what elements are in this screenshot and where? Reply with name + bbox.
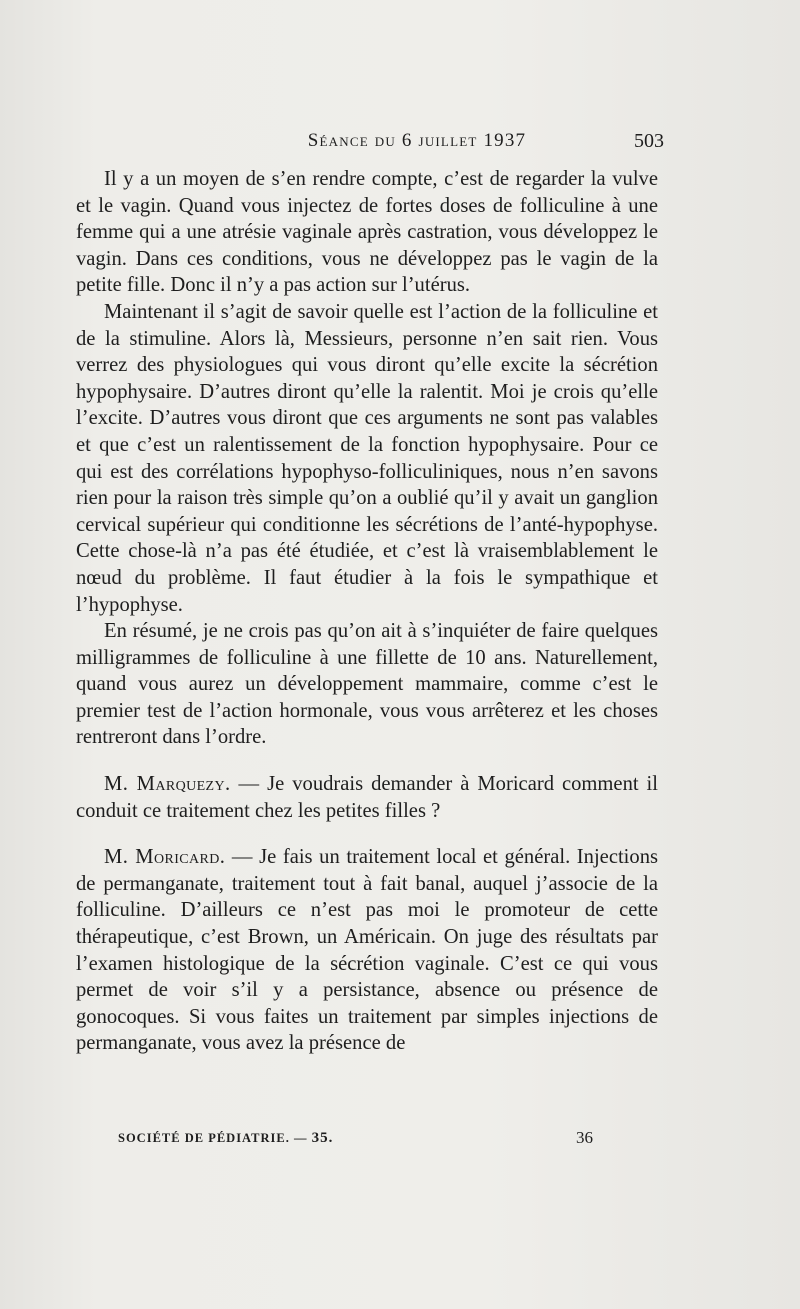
footer-society [118, 1130, 333, 1147]
paragraph-4 [76, 771, 658, 824]
speaker-moricard: M. Moricard. [104, 846, 226, 869]
paragraph-4-text: — Je voudrais demander à Moricard comment il conduit ce traitement chez les petites filles ? [76, 773, 658, 822]
running-head [76, 130, 662, 156]
paragraph-1: Il y a un moyen de s’en rendre compte, c’est de regarder la vulve et le vagin. Quand vous injectez de fortes doses de folliculine à une femme qui a une atrésie vaginale après castration, vous développez le vagin. Dans ces conditions, vous ne développez pas le vagin de la petite fille. Donc il n’y a pas action sur l’utérus. [76, 168, 658, 297]
paragraph-3: En résumé, je ne crois pas qu’on ait à s’inquiéter de faire quelques milligrammes de folliculine à une fillette de 10 ans. Naturellement, quand vous aurez un développement mammaire, comme c’est le premier test de l’action hormonale, vous vous arrêterez et les choses rentreront dans l’ordre. [76, 620, 658, 749]
running-title: Séance du 6 juillet 1937 [307, 130, 527, 151]
speaker-marquezy: M. Marquezy. [104, 773, 231, 796]
paragraph-5 [76, 844, 658, 1057]
page-number: 503 [634, 130, 664, 152]
paragraph-2: Maintenant il s’agit de savoir quelle est l’action de la folliculine et de la stimuline. Alors là, Messieurs, personne n’en sait rien. Vous verrez des physiologues qui vous diront qu’elle excite la sécrétion hypophysaire. D’autres diront qu’elle la ralentit. Moi je crois qu’elle l’excite. D’autres vous diront que ces arguments ne sont pas valables et que c’est un ralentissement de la fonction hypophysaire. Pour ce qui est des corrélations hypophyso-folliculiniques, nous n’en savons rien pour la raison très simple qu’on a oublié qu’il y avait un ganglion cervical supérieur qui conditionne les sécrétions de l’anté-hypophyse. Cette chose-là n’a pas été étudiée, et c’est là vraisemblablement le nœud du problème. Il faut étudier à la fois le sympathique et l’hypophyse. [76, 300, 658, 616]
footer-volume: 35. [311, 1130, 334, 1146]
footer-society-name: SOCIÉTÉ DE PÉDIATRIE. — [118, 1131, 312, 1145]
paragraph-5-text: — Je fais un traitement local et général. Injections de permanganate, traitement tout à fait banal, auquel j’associe de la folliculine. D’ailleurs ce n’est pas moi le promoteur de cette thérapeutique, c’est Brown, un Américain. On juge des résultats par l’examen histologique de la sécrétion vaginale. C’est ce qui vous permet de voir s’il y a persistance, absence ou présence de gonocoques. Si vous faites un traitement par simples injections de permanganate, vous avez la présence de [76, 846, 659, 1055]
body-text [76, 166, 658, 1057]
footer-signature-mark: 36 [576, 1128, 593, 1147]
page-footer [118, 1128, 598, 1152]
